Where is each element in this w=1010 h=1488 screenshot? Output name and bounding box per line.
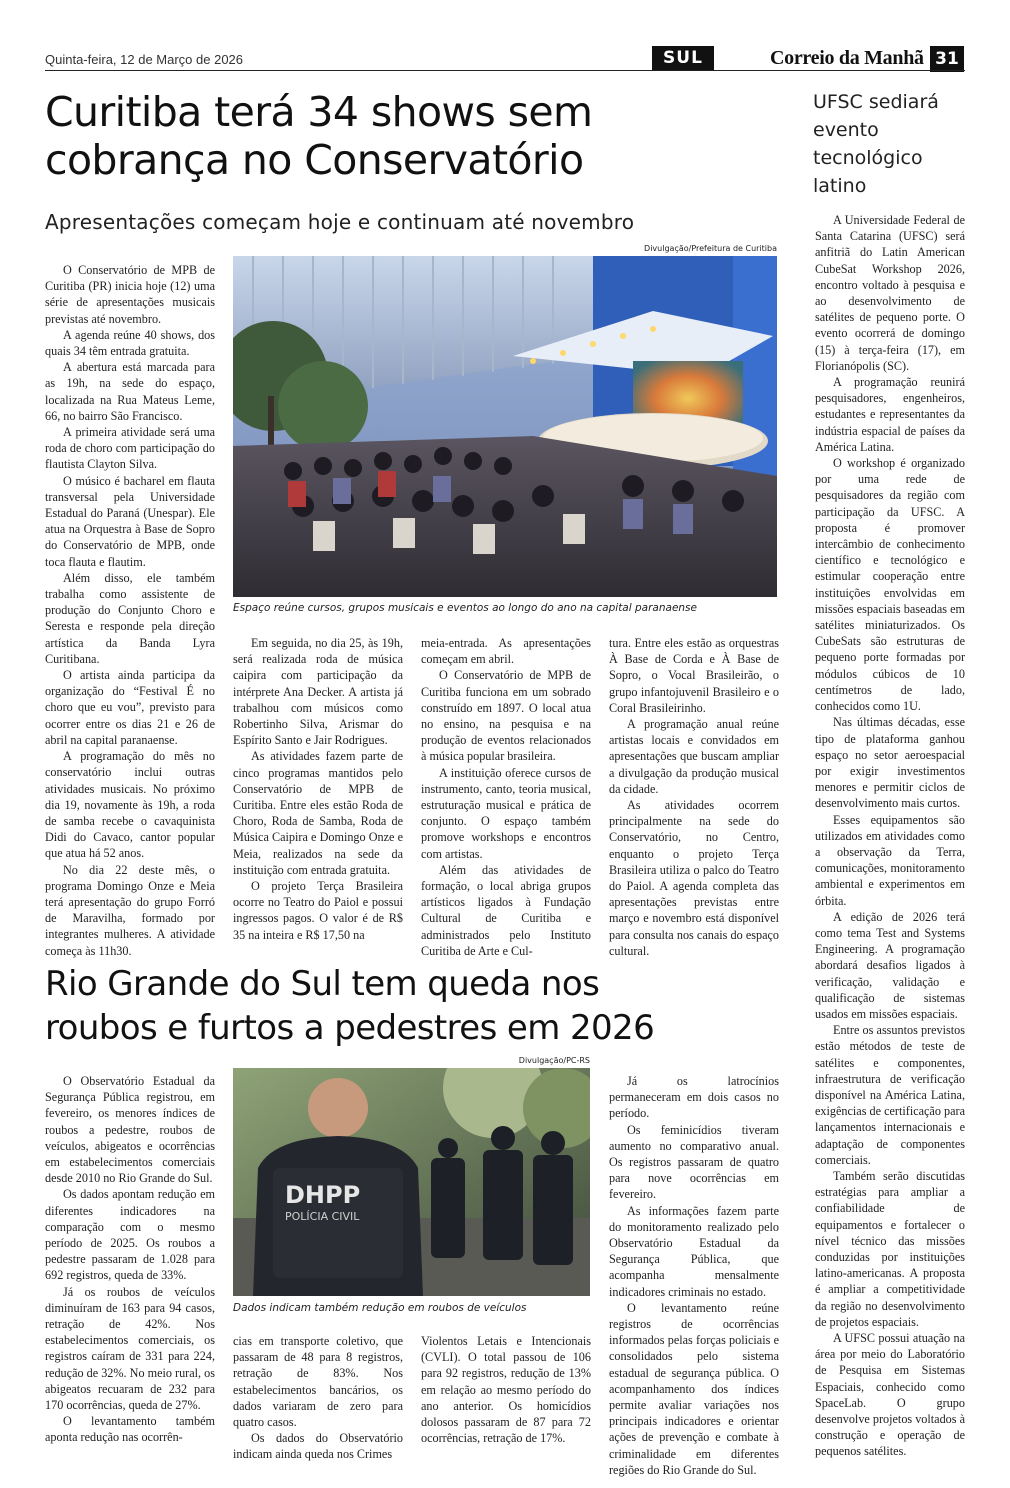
headline-line: tecnológico: [813, 147, 923, 169]
paragraph: As informações fazem parte do monitoramento realizado pelo Observatório Estadual da Segurança Pública, que acompanha mensalmente indicadores criminais no estado.: [609, 1203, 779, 1299]
paragraph: O Conservatório de MPB de Curitiba funciona em um sobrado construído em 1897. O local atua no ensino, na pesquisa e na produção de eventos relacionados à música popular brasileira.: [421, 668, 591, 764]
headline-line: Curitiba terá 34 shows sem: [45, 88, 593, 136]
paragraph: O músico é bacharel em flauta transversal pela Universidade Estadual do Paraná (Unespar). Ele atua na Orquestra à Base de Sopro do Conservatório de MPB, onde toca flauta e flautim.: [45, 473, 215, 569]
article2-column-2: [233, 1333, 403, 1463]
headline-line: Rio Grande do Sul tem queda nos: [45, 964, 600, 1004]
paragraph: Além disso, ele também trabalha como assistente de produção do Conjunto Choro e Seresta e responde pela direção artística da Banda Lyra Curitibana.: [45, 570, 215, 666]
paragraph: Em seguida, no dia 25, às 19h, será realizada roda de música caipira com participação da intérprete Ana Decker. A artista já trabalhou com músicos como Robertinho Silva, Arismar do Espírito Santo e Jair Rodrigues.: [233, 636, 403, 748]
paragraph: No dia 22 deste mês, o programa Domingo Onze e Meia terá apresentação do grupo Forró de Maravilha, formado por integrantes mulheres. A atividade começa às 11h30.: [45, 862, 215, 958]
paragraph: Entre os assuntos previstos estão métodos de teste de satélites e componentes, infraestrutura de verificação disponível na América Latina, exigências de certificação para lançamentos internacionais e adaptação de componentes comerciais.: [815, 1023, 965, 1167]
paragraph: A Universidade Federal de Santa Catarina (UFSC) será anfitriã do Latin American CubeSat Workshop 2026, encontro voltado à pesquisa e ao desenvolvimento de satélites de pequeno porte. O evento ocorrerá de domingo (15) à terça-feira (17), em Florianópolis (SC).: [815, 213, 965, 373]
article1-column-4: [609, 635, 779, 959]
vest-text-dhpp: DHPP: [285, 1181, 361, 1209]
paragraph: Nas últimas décadas, esse tipo de plataforma ganhou espaço no setor aeroespacial por exigir investimentos menores e permitir ciclos de desenvolvimento mais curtos.: [815, 715, 965, 811]
photo-credit: Divulgação/Prefeitura de Curitiba: [644, 244, 777, 253]
paragraph: Os dados do Observatório indicam ainda queda nos Crimes: [233, 1431, 403, 1462]
article2-column-3: [421, 1333, 591, 1446]
paragraph: Já os roubos de veículos diminuíram de 163 para 94 casos, retração de 42%. Nos estabelecimentos comerciais, os registros caíram de 331 para 224, redução de 32%. No meio rural, os abigeatos recuaram de 232 para 170 ocorrências, queda de 27%.: [45, 1284, 215, 1413]
paragraph: Os feminicídios tiveram aumento no comparativo anual. Os registros passaram de quatro para nove ocorrências em fevereiro.: [609, 1122, 779, 1202]
paragraph: Violentos Letais e Intencionais (CVLI). O total passou de 106 para 92 registros, redução de 13% em relação ao mesmo período do ano anterior. Os homicídios dolosos passaram de 87 para 72 ocorrências, retração de 17%.: [421, 1334, 591, 1446]
concert-photo: [233, 256, 777, 597]
paragraph: A programação anual reúne artistas locais e convidados em apresentações que buscam ampliar a divulgação da produção musical da cidade.: [609, 717, 779, 796]
headline-line: cobrança no Conservatório: [45, 136, 584, 184]
paragraph: As atividades ocorrem principalmente na sede do Conservatório, no Centro, enquanto o projeto Terça Brasileira utiliza o palco do Teatro do Paiol. A agenda completa das apresentações previstas entre março e novembro está disponível para consulta nos canais do espaço cultural.: [609, 798, 779, 958]
paragraph: A instituição oferece cursos de instrumento, canto, teoria musical, estruturação musical e prática de conjunto. O espaço também promove workshops e encontros com artistas.: [421, 765, 591, 861]
paragraph: A primeira atividade será uma roda de choro com participação do flautista Clayton Silva.: [45, 425, 215, 472]
paragraph: O Conservatório de MPB de Curitiba (PR) inicia hoje (12) uma série de apresentações musicais previstas até novembro.: [45, 263, 215, 326]
police-photo-illustration: [233, 1068, 590, 1296]
paragraph: tura. Entre eles estão as orquestras À Base de Corda e À Base de Sopro, o Vocal Brasileirão, o grupo infantojuvenil Brasileiro e o Coral Brasileirinho.: [609, 636, 779, 715]
paragraph: O workshop é organizado por uma rede de pesquisadores da região com participação da UFSC. A proposta é promover intercâmbio de conhecimento científico e tecnológico e estimular cooperação entre instituições envolvidas em missões espaciais baseadas em satélites miniaturizados. Os CubeSats são estruturas de pequeno porte formadas por módulos cúbicos de 10 centímetros de lado, conhecidos como 1U.: [815, 456, 965, 714]
police-photo: [233, 1068, 590, 1296]
paragraph: O levantamento também aponta redução nas ocorrên-: [45, 1414, 215, 1445]
paragraph: O artista ainda participa da organização do “Festival É no choro que eu vou”, previsto para ocorrer entre os dias 21 e 26 de abril na capital paranaense.: [45, 668, 215, 747]
headline-line: latino: [813, 175, 867, 197]
article1-column-2: [233, 635, 403, 943]
page-number: 31: [930, 46, 964, 72]
paragraph: Além das atividades de formação, o local abriga grupos artísticos ligados à Fundação Cultural de Curitiba e administrados pelo Instituto Curitiba de Arte e Cul-: [421, 862, 591, 958]
paragraph: Os dados apontam redução em diferentes indicadores na comparação com o mesmo período de 2025. Os roubos a pedestre passaram de 1.028 para 692 registros, queda de 33%.: [45, 1187, 215, 1283]
sidebar-headline: [813, 88, 963, 200]
paragraph: O Observatório Estadual da Segurança Pública registrou, em fevereiro, os menores índices de roubos a pedestre, roubos de veículos, abigeatos e ocorrências em estabelecimentos comerciais desde 2010 no Rio Grande do Sul.: [45, 1074, 215, 1186]
article1-headline: [45, 88, 592, 184]
paragraph: O projeto Terça Brasileira ocorre no Teatro do Paiol e possui ingressos pagos. O valor é de R$ 35 na inteira e R$ 17,50 na: [233, 879, 403, 942]
paragraph: A programação reunirá pesquisadores, engenheiros, estudantes e representantes da indústria espacial de países da América Latina.: [815, 375, 965, 454]
photo-caption: Dados indicam também redução em roubos de veículos: [233, 1302, 527, 1314]
vest-text-policia: POLÍCIA CIVIL: [285, 1210, 360, 1223]
headline-line: UFSC sediará: [813, 91, 939, 113]
masthead-logo: Correio da Manhã: [770, 47, 924, 69]
paragraph: O levantamento reúne registros de ocorrências informados pelas forças policiais e consolidados pelo sistema estadual de segurança pública. O acompanhamento dos índices permite avaliar variações nos principais indicadores e orientar ações de prevenção e combate à criminalidade em diferentes regiões do Rio Grande do Sul.: [609, 1300, 779, 1477]
paragraph: Esses equipamentos são utilizados em atividades como a observação da Terra, comunicações, monitoramento ambiental e experimentos em órbita.: [815, 812, 965, 908]
paragraph: Também serão discutidas estratégias para ampliar a confiabilidade de equipamentos e fortalecer o nível técnico das missões conduzidas por instituições latino-americanas. A proposta é ampliar a competitividade da região no desenvolvimento de projetos espaciais.: [815, 1168, 965, 1329]
article2-headline: [45, 962, 654, 1050]
paragraph: A agenda reúne 40 shows, dos quais 34 têm entrada gratuita.: [45, 327, 215, 359]
article2-column-1: [45, 1073, 215, 1446]
photo-credit: Divulgação/PC-RS: [518, 1056, 590, 1065]
sidebar-column: [815, 212, 965, 1460]
header-rule: [45, 70, 965, 71]
paragraph: Já os latrocínios permaneceram em dois casos no período.: [609, 1074, 779, 1121]
headline-line: evento: [813, 119, 879, 141]
paragraph: A abertura está marcada para as 19h, na sede do espaço, localizada na Rua Mateus Leme, 66, no bairro São Francisco.: [45, 360, 215, 423]
paragraph: A UFSC possui atuação na área por meio do Laboratório de Pesquisa em Sistemas Espaciais, conhecido como SpaceLab. O grupo desenvolve projetos voltados à construção e operação de pequenos satélites.: [815, 1331, 965, 1459]
edition-date: Quinta-feira, 12 de Março de 2026: [45, 52, 244, 67]
article2-column-4: [609, 1073, 779, 1478]
photo-caption: Espaço reúne cursos, grupos musicais e eventos ao longo do ano na capital paranaense: [233, 602, 697, 614]
section-label: SUL: [652, 46, 714, 70]
article1-column-1: [45, 262, 215, 959]
paragraph: A programação do mês no conservatório inclui outras atividades musicais. No próximo dia 19, novamente às 19h, a roda de samba recebe o cavaquinista Didi do Cavaco, cantor popular que atua há 52 anos.: [45, 749, 215, 861]
paragraph: A edição de 2026 terá como tema Test and Systems Engineering. A programação abordará desafios ligados à verificação, validação e qualificação de sistemas usados em missões espaciais.: [815, 909, 965, 1021]
concert-photo-illustration: [233, 256, 777, 597]
article1-subhead: Apresentações começam hoje e continuam até novembro: [45, 210, 635, 234]
paragraph: As atividades fazem parte de cinco programas mantidos pelo Conservatório de MPB de Curitiba. Entre eles estão Roda de Choro, Roda de Samba, Roda de Música Caipira e Domingo Onze e Meia, realizados na sede da instituição com entrada gratuita.: [233, 749, 403, 877]
headline-line: roubos e furtos a pedestres em 2026: [45, 1008, 655, 1048]
article1-column-3: [421, 635, 591, 959]
paragraph: meia-entrada. As apresentações começam em abril.: [421, 636, 591, 667]
paragraph: cias em transporte coletivo, que passaram de 48 para 8 registros, retração de 83%. Nos estabelecimentos bancários, os dados variaram de zero para quatro casos.: [233, 1334, 403, 1430]
